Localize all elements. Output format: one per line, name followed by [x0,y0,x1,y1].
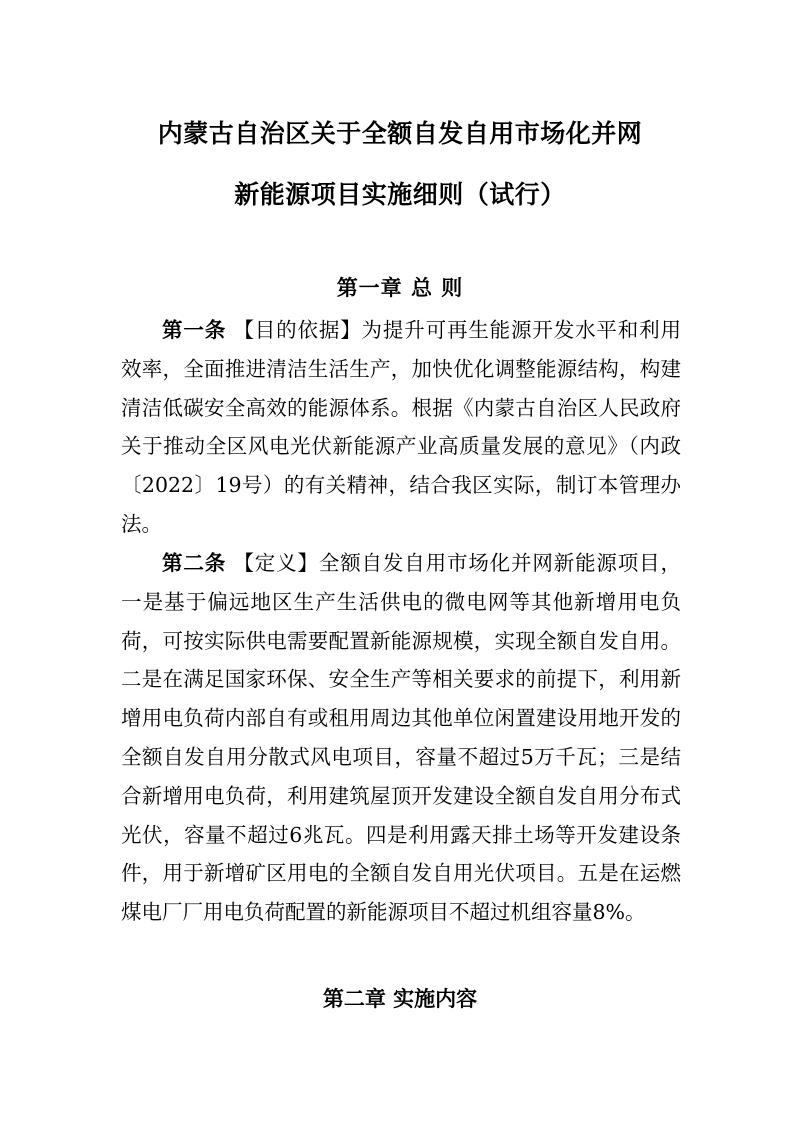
document-title-line1: 内蒙古自治区关于全额自发自用市场化并网 [157,119,643,148]
article-paragraph [121,311,681,544]
article-body: 【目的依据】为提升可再生能源开发水平和利用效率，全面推进清洁生活生产，加快优化调整能源结构，构建清洁低碳安全高效的能源体系。根据《内蒙古自治区人民政府关于推动全区风电光伏新能源产业高质量发展的意见》（内政〔2022〕19号）的有关精神，结合我区实际，制订本管理办法。 [121,318,681,536]
article-heading: 第二条 [162,551,227,575]
chapter-heading: 第二章 实施内容 [322,987,478,1011]
article-body: 【定义】全额自发自用市场化并网新能源项目，一是基于偏远地区生产生活供电的微电网等其他新增用电负荷，可按实际供电需要配置新能源规模，实现全额自发自用。二是在满足国家环保、安全生产等相关要求的前提下，利用新增用电负荷内部自有或租用周边其他单位闲置建设用地开发的全额自发自用分散式风电项目，容量不超过5万千瓦；三是结合新增用电负荷，利用建筑屋顶开发建设全额自发自用分布式光伏，容量不超过6兆瓦。四是利用露天排土场等开发建设条件，用于新增矿区用电的全额自发自用光伏项目。五是在运燃煤电厂厂用电负荷配置的新能源项目不超过机组容量8%。 [121,551,681,925]
chapter-heading: 第一章 总 则 [336,276,464,300]
article-paragraph [121,544,681,932]
article-heading: 第一条 [162,318,227,342]
document-title-line2: 新能源项目实施细则（试行） [234,180,566,209]
